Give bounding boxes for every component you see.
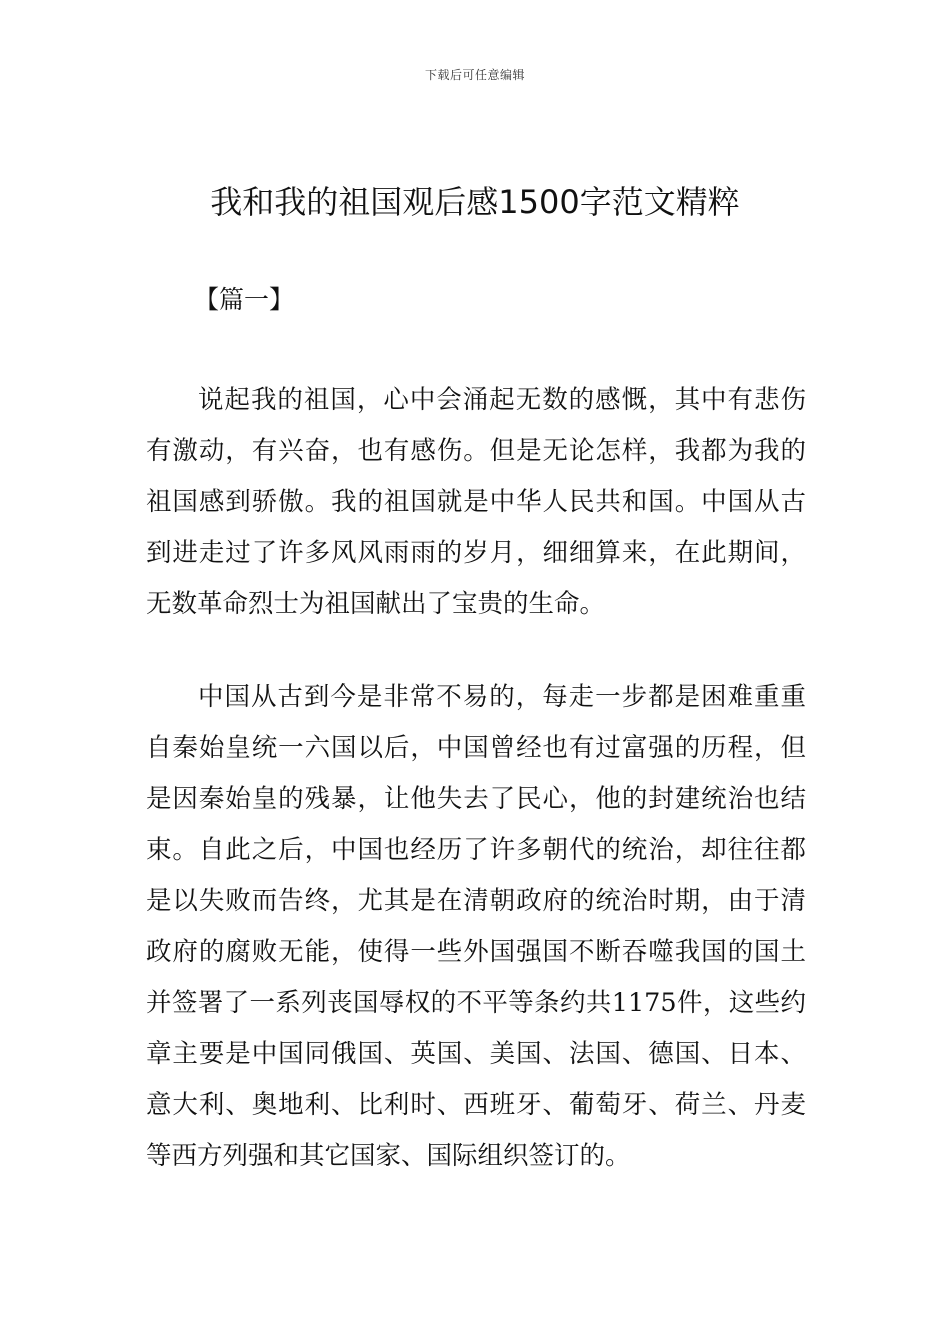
header-note: 下载后可任意编辑 [424,68,525,82]
paragraph-2: 中国从古到今是非常不易的，每走一步都是困难重重自秦始皇统一六国以后，中国曾经也有过富强的历程，但是因秦始皇的残暴，让他失去了民心，他的封建统治也结束。自此之后，中国也经历了许多朝代的统治，却往往都是以失败而告终，尤其是在清朝政府的统治时期，由于清政府的腐败无能，使得一些外国强国不断吞噬我国的国土并签署了一系列丧国辱权的不平等条约共1175件，这些约章主要是中国同俄国、英国、美国、法国、德国、日本、意大利、奥地利、比利时、西班牙、葡萄牙、荷兰、丹麦等西方列强和其它国家、国际组织签订的。 [146,682,806,1171]
section-label: 【篇一】 [194,285,295,314]
paragraph-1: 说起我的祖国，心中会涌起无数的感慨，其中有悲伤有激动，有兴奋，也有感伤。但是无论怎样，我都为我的祖国感到骄傲。我的祖国就是中华人民共和国。中国从古到进走过了许多风风雨雨的岁月，细细算来，在此期间，无数革命烈士为祖国献出了宝贵的生命。 [146,385,806,619]
page-title: 我和我的祖国观后感1500字范文精粹 [210,183,740,221]
